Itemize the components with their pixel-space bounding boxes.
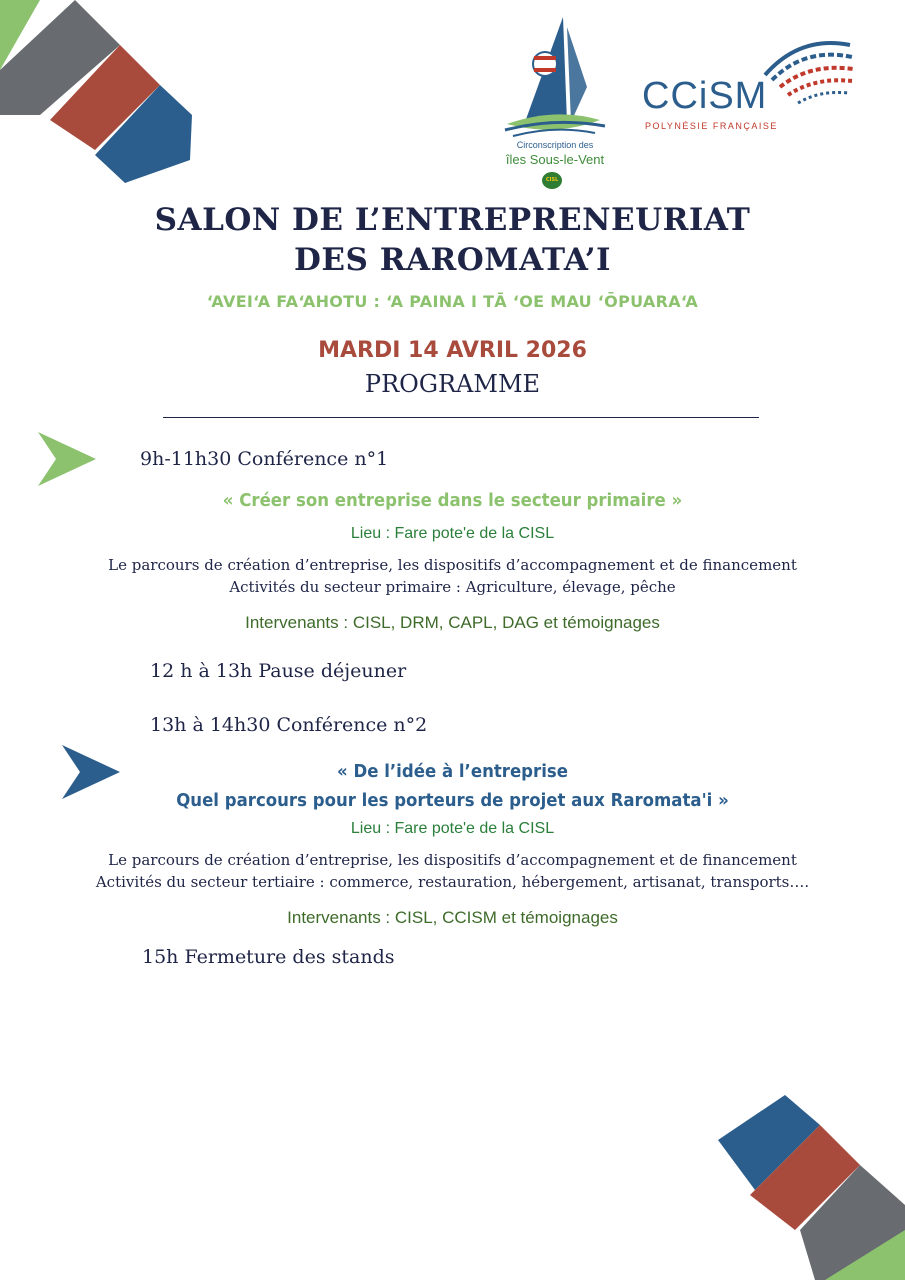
chevron-arrow-green-icon xyxy=(38,432,96,486)
conf1-location: Lieu : Fare pote'e de la CISL xyxy=(350,525,555,542)
conf2-description-line2: Activités du secteur tertiaire : commerce, restauration, hébergement, artisanat, transports…. xyxy=(95,873,810,891)
cisl-caption-line1: Circonscription des xyxy=(516,140,594,150)
conf1-speakers: Intervenants : CISL, DRM, CAPL, DAG et témoignages xyxy=(245,613,660,632)
header-divider xyxy=(163,417,759,418)
programme-heading: PROGRAMME xyxy=(364,370,541,398)
conf2-description-line1: Le parcours de création d’entreprise, les dispositifs d’accompagnement et de financement xyxy=(108,851,797,869)
ccism-logo xyxy=(640,35,855,135)
event-date: MARDI 14 AVRIL 2026 xyxy=(318,338,587,363)
ccism-swoosh-icon xyxy=(760,35,855,115)
conf2-time: 13h à 14h30 Conférence n°2 xyxy=(150,714,428,736)
conf2-location: Lieu : Fare pote'e de la CISL xyxy=(350,820,555,837)
conf2-speakers: Intervenants : CISL, CCISM et témoignages xyxy=(287,908,618,927)
event-title-line2: DES RAROMATA’I xyxy=(294,242,611,278)
conf2-title-line2: Quel parcours pour les porteurs de projet aux Raromata'i » xyxy=(176,790,729,811)
event-title-line1: SALON DE L’ENTREPRENEURIAT xyxy=(154,202,751,238)
conf2-title-line1: « De l’idée à l’entreprise xyxy=(337,761,568,782)
sailboat-icon xyxy=(495,12,615,142)
ccism-wordmark: CCiSM xyxy=(642,75,768,117)
conf1-title: « Créer son entreprise dans le secteur primaire » xyxy=(222,490,683,511)
conf1-description-line1: Le parcours de création d’entreprise, les dispositifs d’accompagnement et de financement xyxy=(108,556,797,574)
ccism-tagline: POLYNÉSIE FRANÇAISE xyxy=(645,121,778,131)
cisl-badge: CISL xyxy=(542,172,562,189)
cisl-logo xyxy=(495,12,615,192)
cisl-caption-line2: îles Sous-le-Vent xyxy=(505,152,605,167)
top-left-decoration xyxy=(0,0,200,190)
closing-time: 15h Fermeture des stands xyxy=(142,946,395,968)
bottom-right-decoration xyxy=(715,1090,905,1280)
conf1-description-line2: Activités du secteur primaire : Agriculture, élevage, pêche xyxy=(229,578,676,596)
conf1-time: 9h-11h30 Conférence n°1 xyxy=(140,448,389,470)
event-subtitle: ʻAVEIʻA FAʻAHOTU : ʻA PAINA I TĀ ʻOE MAU ʻŌPUARAʻA xyxy=(206,292,699,311)
lunch-break: 12 h à 13h Pause déjeuner xyxy=(150,660,407,682)
